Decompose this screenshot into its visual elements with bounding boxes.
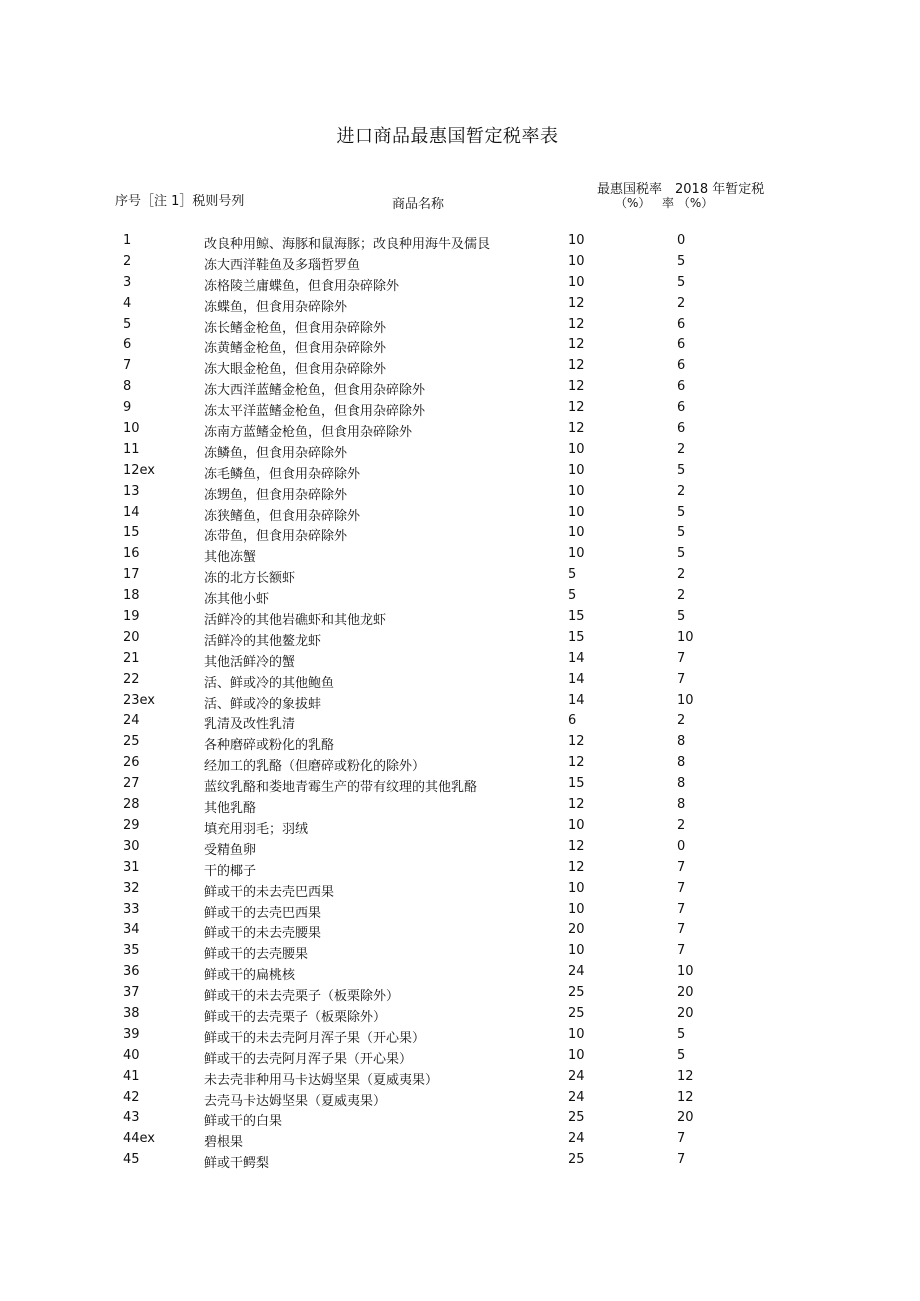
product-name: 冻其他小虾 [204, 592, 270, 608]
mfn-rate: 14 [568, 650, 585, 666]
table-row [0, 1025, 920, 1046]
mfn-rate: 10 [568, 253, 585, 269]
provisional-rate: 10 [677, 692, 694, 708]
mfn-rate: 12 [568, 421, 585, 437]
row-number: 30 [123, 838, 140, 854]
mfn-rate: 25 [568, 985, 585, 1001]
mfn-rate: 10 [568, 943, 585, 959]
row-number: 40 [123, 1047, 140, 1063]
row-number: 31 [123, 859, 140, 875]
mfn-rate: 10 [568, 274, 585, 290]
product-name: 未去壳非种用马卡达姆坚果（夏威夷果） [204, 1072, 439, 1088]
table-row [0, 544, 920, 565]
product-name: 冻鳞鱼，但食用杂碎除外 [204, 445, 348, 461]
mfn-rate: 24 [568, 1068, 585, 1084]
product-name: 活鲜冷的其他岩礁虾和其他龙虾 [204, 613, 387, 629]
header-product-name: 商品名称 [392, 197, 445, 212]
provisional-rate: 6 [677, 400, 686, 416]
provisional-rate: 12 [677, 1068, 694, 1084]
row-number: 26 [123, 755, 140, 771]
product-name: 冻蝶鱼，但食用杂碎除外 [204, 299, 348, 315]
table-row [0, 419, 920, 440]
provisional-rate: 7 [677, 650, 686, 666]
table-row [0, 941, 920, 962]
provisional-rate: 12 [677, 1089, 694, 1105]
product-name: 鲜或干的未去壳栗子（板栗除外） [204, 989, 400, 1005]
table-row [0, 691, 920, 712]
table-row [0, 858, 920, 879]
mfn-rate: 24 [568, 964, 585, 980]
mfn-rate: 10 [568, 880, 585, 896]
mfn-rate: 12 [568, 755, 585, 771]
product-name: 鲜或干的未去壳巴西果 [204, 884, 335, 900]
provisional-rate: 5 [677, 504, 686, 520]
provisional-rate: 7 [677, 671, 686, 687]
product-name: 鲜或干的去壳栗子（板栗除外） [204, 1009, 387, 1025]
product-name: 冻南方蓝鳍金枪鱼，但食用杂碎除外 [204, 425, 413, 441]
row-number: 24 [123, 713, 140, 729]
provisional-rate: 5 [677, 253, 686, 269]
mfn-rate: 12 [568, 400, 585, 416]
table-row [0, 920, 920, 941]
row-number: 41 [123, 1068, 140, 1084]
row-number: 3 [123, 274, 132, 290]
row-number: 16 [123, 546, 140, 562]
table-row [0, 1046, 920, 1067]
product-name: 冻大眼金枪鱼，但食用杂碎除外 [204, 362, 387, 378]
provisional-rate: 10 [677, 964, 694, 980]
product-name: 其他活鲜冷的蟹 [204, 654, 296, 670]
table-row [0, 356, 920, 377]
table-row [0, 565, 920, 586]
mfn-rate: 10 [568, 233, 585, 248]
row-number: 15 [123, 525, 140, 541]
product-name: 蓝纹乳酪和娄地青霉生产的带有纹理的其他乳酪 [204, 780, 478, 796]
product-name: 鲜或干的去壳巴西果 [204, 905, 322, 921]
table-row [0, 252, 920, 273]
table-row [0, 523, 920, 544]
provisional-rate: 7 [677, 901, 686, 917]
row-number: 25 [123, 734, 140, 750]
product-name: 冻毛鳞鱼，但食用杂碎除外 [204, 466, 361, 482]
mfn-rate: 5 [568, 588, 577, 604]
product-name: 其他乳酪 [204, 801, 257, 817]
mfn-rate: 24 [568, 1131, 585, 1147]
row-number: 20 [123, 629, 140, 645]
table-row [0, 962, 920, 983]
row-number: 9 [123, 400, 132, 416]
provisional-rate: 20 [677, 1005, 694, 1021]
row-number: 5 [123, 316, 132, 332]
mfn-rate: 10 [568, 546, 585, 562]
table-row [0, 670, 920, 691]
product-name: 冻狭鳍鱼，但食用杂碎除外 [204, 508, 361, 524]
row-number: 44ex [123, 1131, 156, 1147]
header-mfn-unit: （%） [615, 196, 651, 210]
row-number: 11 [123, 441, 140, 457]
provisional-rate: 6 [677, 421, 686, 437]
table-row [0, 628, 920, 649]
provisional-rate: 0 [677, 838, 686, 854]
table-row [0, 315, 920, 336]
product-name: 冻黄鳍金枪鱼，但食用杂碎除外 [204, 341, 387, 357]
row-number: 12ex [123, 462, 156, 478]
product-name: 活、鲜或冷的其他鲍鱼 [204, 675, 335, 691]
mfn-rate: 14 [568, 671, 585, 687]
provisional-rate: 8 [677, 797, 686, 813]
row-number: 14 [123, 504, 140, 520]
table-row [0, 335, 920, 356]
provisional-rate: 8 [677, 734, 686, 750]
mfn-rate: 10 [568, 525, 585, 541]
mfn-rate: 12 [568, 859, 585, 875]
row-number: 1 [123, 233, 132, 248]
product-name: 其他冻蟹 [204, 550, 257, 566]
mfn-rate: 25 [568, 1110, 585, 1126]
row-number: 23ex [123, 692, 156, 708]
header-seq-tariff: 序号［注 1］税则号列 [115, 194, 245, 209]
mfn-rate: 15 [568, 776, 585, 792]
product-name: 冻甥鱼，但食用杂碎除外 [204, 487, 348, 503]
table-row [0, 1129, 920, 1150]
provisional-rate: 5 [677, 1026, 686, 1042]
product-name: 乳清及改性乳清 [204, 717, 296, 733]
table-row [0, 774, 920, 795]
mfn-rate: 10 [568, 817, 585, 833]
mfn-rate: 5 [568, 567, 577, 583]
product-name: 受精鱼卵 [204, 842, 257, 858]
row-number: 10 [123, 421, 140, 437]
product-name: 鲜或干的扁桃核 [204, 968, 296, 984]
mfn-rate: 15 [568, 629, 585, 645]
mfn-rate: 12 [568, 337, 585, 353]
table-row [0, 273, 920, 294]
row-number: 2 [123, 253, 132, 269]
product-name: 冻长鳍金枪鱼，但食用杂碎除外 [204, 320, 387, 336]
mfn-rate: 12 [568, 316, 585, 332]
product-name: 鲜或干的未去壳阿月浑子果（开心果） [204, 1030, 426, 1046]
mfn-rate: 15 [568, 609, 585, 625]
provisional-rate: 7 [677, 1131, 686, 1147]
product-name: 冻带鱼，但食用杂碎除外 [204, 529, 348, 545]
provisional-rate: 5 [677, 525, 686, 541]
product-name: 鲜或干的去壳腰果 [204, 947, 309, 963]
row-number: 33 [123, 901, 140, 917]
row-number: 35 [123, 943, 140, 959]
product-name: 碧根果 [204, 1135, 244, 1151]
mfn-rate: 6 [568, 713, 577, 729]
product-name: 经加工的乳酪（但磨碎或粉化的除外） [204, 759, 426, 775]
mfn-rate: 10 [568, 504, 585, 520]
provisional-rate: 2 [677, 441, 686, 457]
table-row [0, 461, 920, 482]
row-number: 19 [123, 609, 140, 625]
mfn-rate: 12 [568, 838, 585, 854]
provisional-rate: 7 [677, 880, 686, 896]
provisional-rate: 5 [677, 462, 686, 478]
table-row [0, 649, 920, 670]
header-mfn-rate: 最惠国税率 [597, 182, 663, 197]
product-name: 冻大西洋鞋鱼及多瑙哲罗鱼 [204, 257, 361, 273]
header-provisional-rate: 2018 年暂定税 [675, 182, 765, 197]
product-name: 冻太平洋蓝鳍金枪鱼，但食用杂碎除外 [204, 404, 426, 420]
table-row [0, 983, 920, 1004]
row-number: 37 [123, 985, 140, 1001]
row-number: 28 [123, 797, 140, 813]
mfn-rate: 10 [568, 901, 585, 917]
table-row [0, 440, 920, 461]
row-number: 21 [123, 650, 140, 666]
table-row [0, 377, 920, 398]
table-row [0, 586, 920, 607]
table-row [0, 732, 920, 753]
mfn-rate: 10 [568, 1047, 585, 1063]
mfn-rate: 10 [568, 441, 585, 457]
table-row [0, 1108, 920, 1129]
row-number: 29 [123, 817, 140, 833]
table-row [0, 398, 920, 419]
product-name: 鲜或干的去壳阿月浑子果（开心果） [204, 1051, 413, 1067]
table-row [0, 1088, 920, 1109]
table-row [0, 1150, 920, 1171]
provisional-rate: 20 [677, 985, 694, 1001]
provisional-rate: 7 [677, 1152, 686, 1168]
table-row [0, 231, 920, 252]
mfn-rate: 24 [568, 1089, 585, 1105]
table-row [0, 1004, 920, 1025]
mfn-rate: 25 [568, 1152, 585, 1168]
product-name: 改良种用鲸、海豚和鼠海豚；改良种用海牛及儒艮 [204, 237, 491, 252]
provisional-rate: 0 [677, 233, 686, 248]
tariff-table [0, 231, 920, 1171]
mfn-rate: 10 [568, 1026, 585, 1042]
provisional-rate: 2 [677, 567, 686, 583]
product-name: 填充用羽毛；羽绒 [204, 821, 309, 837]
product-name: 鲜或干的未去壳腰果 [204, 926, 322, 942]
row-number: 17 [123, 567, 140, 583]
table-row [0, 711, 920, 732]
product-name: 冻的北方长额虾 [204, 571, 296, 587]
product-name: 鲜或干鳄梨 [204, 1156, 270, 1172]
provisional-rate: 20 [677, 1110, 694, 1126]
mfn-rate: 12 [568, 358, 585, 374]
provisional-rate: 6 [677, 358, 686, 374]
product-name: 各种磨碎或粉化的乳酪 [204, 738, 335, 754]
product-name: 活鲜冷的其他鳌龙虾 [204, 633, 322, 649]
provisional-rate: 2 [677, 295, 686, 311]
mfn-rate: 25 [568, 1005, 585, 1021]
row-number: 22 [123, 671, 140, 687]
provisional-rate: 2 [677, 713, 686, 729]
page-title: 进口商品最惠国暂定税率表 [336, 126, 559, 147]
row-number: 39 [123, 1026, 140, 1042]
mfn-rate: 12 [568, 734, 585, 750]
row-number: 42 [123, 1089, 140, 1105]
mfn-rate: 10 [568, 483, 585, 499]
provisional-rate: 5 [677, 546, 686, 562]
row-number: 13 [123, 483, 140, 499]
row-number: 6 [123, 337, 132, 353]
product-name: 去壳马卡达姆坚果（夏威夷果） [204, 1093, 387, 1109]
mfn-rate: 20 [568, 922, 585, 938]
table-row [0, 795, 920, 816]
mfn-rate: 10 [568, 462, 585, 478]
provisional-rate: 7 [677, 922, 686, 938]
product-name: 干的椰子 [204, 863, 257, 879]
row-number: 27 [123, 776, 140, 792]
row-number: 34 [123, 922, 140, 938]
row-number: 38 [123, 1005, 140, 1021]
mfn-rate: 12 [568, 295, 585, 311]
provisional-rate: 8 [677, 755, 686, 771]
table-row [0, 753, 920, 774]
table-row [0, 503, 920, 524]
mfn-rate: 12 [568, 797, 585, 813]
row-number: 7 [123, 358, 132, 374]
table-row [0, 900, 920, 921]
provisional-rate: 6 [677, 379, 686, 395]
table-row [0, 607, 920, 628]
provisional-rate: 5 [677, 609, 686, 625]
table-row [0, 879, 920, 900]
table-row [0, 816, 920, 837]
row-number: 18 [123, 588, 140, 604]
table-row [0, 294, 920, 315]
mfn-rate: 12 [568, 379, 585, 395]
provisional-rate: 7 [677, 943, 686, 959]
provisional-rate: 2 [677, 483, 686, 499]
provisional-rate: 5 [677, 274, 686, 290]
row-number: 4 [123, 295, 132, 311]
table-row [0, 1067, 920, 1088]
provisional-rate: 10 [677, 629, 694, 645]
product-name: 鲜或干的白果 [204, 1114, 283, 1130]
row-number: 8 [123, 379, 132, 395]
provisional-rate: 7 [677, 859, 686, 875]
provisional-rate: 6 [677, 316, 686, 332]
table-row [0, 482, 920, 503]
product-name: 冻大西洋蓝鳍金枪鱼，但食用杂碎除外 [204, 383, 426, 399]
provisional-rate: 2 [677, 817, 686, 833]
row-number: 36 [123, 964, 140, 980]
mfn-rate: 14 [568, 692, 585, 708]
provisional-rate: 6 [677, 337, 686, 353]
table-row [0, 837, 920, 858]
provisional-rate: 8 [677, 776, 686, 792]
row-number: 45 [123, 1152, 140, 1168]
product-name: 活、鲜或冷的象拔蚌 [204, 696, 322, 712]
row-number: 43 [123, 1110, 140, 1126]
provisional-rate: 5 [677, 1047, 686, 1063]
header-provisional-unit: 率 （%） [662, 196, 714, 210]
row-number: 32 [123, 880, 140, 896]
provisional-rate: 2 [677, 588, 686, 604]
product-name: 冻格陵兰庸蝶鱼，但食用杂碎除外 [204, 278, 400, 294]
